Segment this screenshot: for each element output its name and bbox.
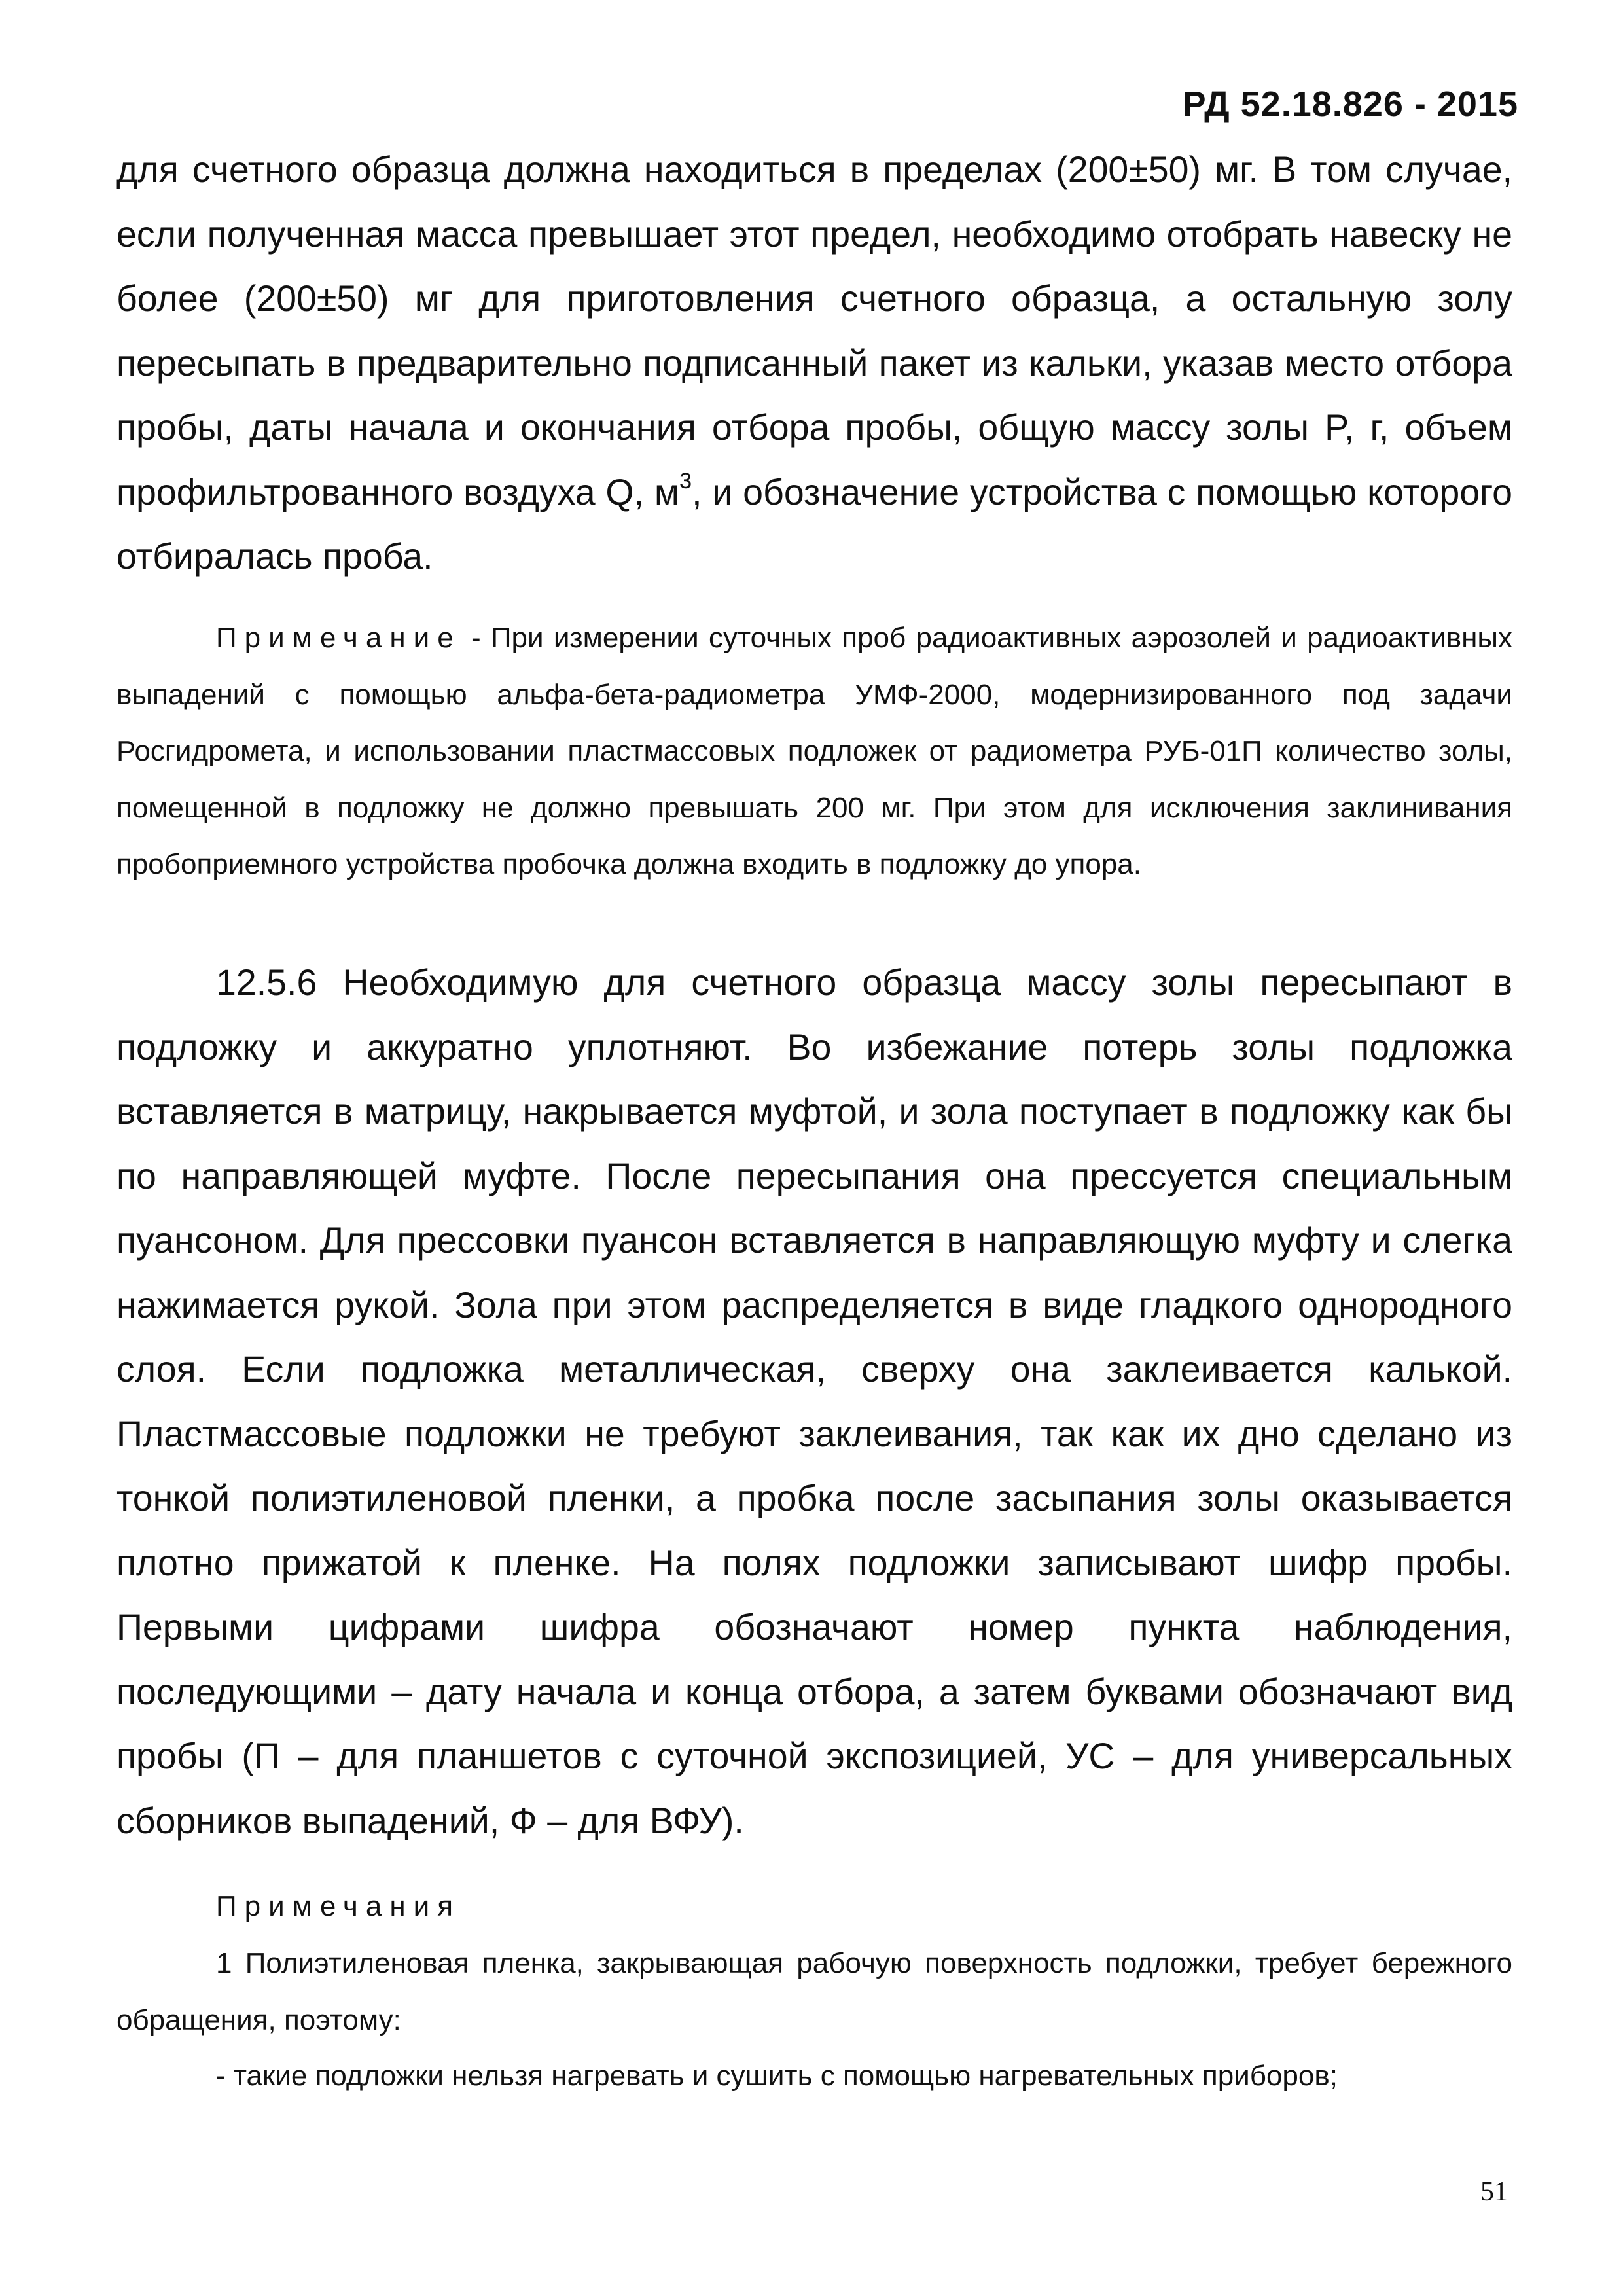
paragraph-continuation-text: для счетного образца должна находиться в пределах (200±50) мг. В том случае, если полученная масса превышает этот предел, необходимо отобрать навеску не более (200±50) мг для приготовления счетного образца, а остальную золу пересыпать в предварительно подписанный пакет из кальки, указав место отбора пробы, даты начала и окончания отбора пробы, общую массу золы P, г, объем профильтрованного воздуха Q, м bbox=[116, 149, 1512, 512]
notes-item-1: 1 Полиэтиленовая пленка, закрывающая рабочую поверхность подложки, требует бережного обращения, поэтому: bbox=[116, 1947, 1512, 2036]
document-code-header: РД 52.18.826 - 2015 bbox=[1182, 84, 1518, 124]
page-number: 51 bbox=[1480, 2177, 1508, 2207]
note-1-text: - При измерении суточных проб радиоактивных аэрозолей и радиоактивных выпадений с помощью альфа-бета-радиометра УМФ-2000, модернизированного под задачи Росгидромета, и использовании пластмассовых подложек от радиометра РУБ-01П количество золы, помещенной в подложку не должно превышать 200 мг. При этом для исключения заклинивания пробоприемного устройства пробочка должна входить в подложку до упора. bbox=[116, 622, 1512, 880]
note-1 bbox=[116, 610, 1512, 893]
notes-item-1-bullet: - такие подложки нельзя нагревать и сушить с помощью нагревательных приборов; bbox=[216, 2060, 1338, 2092]
paragraph-continuation bbox=[116, 137, 1512, 589]
section-12-5-6: 12.5.6 Необходимую для счетного образца массу золы пересыпают в подложку и аккуратно уплотняют. Во избежание потерь золы подложка вставляется в матрицу, накрывается муфтой, и зола поступает в подложку как бы по направляющей муфте. После пересыпания она прессуется специальным пуансоном. Для прессовки пуансон вставляется в направляющую муфту и слегка нажимается рукой. Зола при этом распределяется в виде гладкого однородного слоя. Если подложка металлическая, сверху она заклеивается калькой. Пластмассовые подложки не требуют заклеивания, так как их дно сделано из тонкой полиэтиленовой пленки, а пробка после засыпания золы оказывается плотно прижатой к пленке. На полях подложки записывают шифр пробы. Первыми цифрами шифра обозначают номер пункта наблюдения, последующими – дату начала и конца отбора, а затем буквами обозначают вид пробы (П – для планшетов с суточной экспозицией, УС – для универсальных сборников выпадений, Ф – для ВФУ). bbox=[116, 962, 1512, 1841]
cubic-superscript: 3 bbox=[679, 468, 692, 493]
notes-heading: Примечания bbox=[216, 1890, 461, 1922]
note-1-label: Примечание bbox=[216, 622, 461, 654]
paragraph-continuation-tail: , и обозначение устройства с помощью которого отбиралась проба. bbox=[116, 471, 1512, 577]
